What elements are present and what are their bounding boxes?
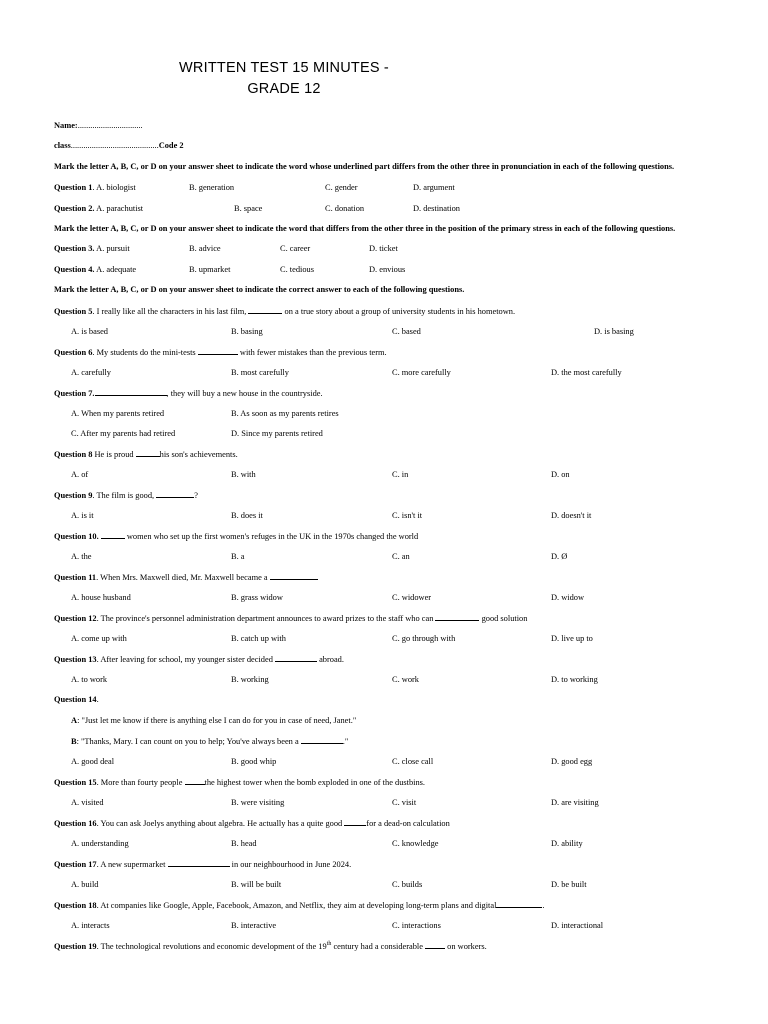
q12-option-d: D. live up to [551,634,593,643]
q14-dialogue-b [71,735,348,747]
q17-option-b: B. will be built [231,880,282,889]
q15-option-a: A. visited [71,798,104,807]
question-text: . At companies like Google, Apple, Facebook, Amazon, and Netflix, they aim at developing long-term plans and digital [96,901,497,910]
test-title [0,58,568,100]
q18-option-c: C. interactions [392,921,441,930]
q13-option-a: A. to work [71,675,108,684]
option-a: A. pursuit [96,244,130,253]
question-17 [54,858,728,870]
question-text: . The film is good, [92,491,155,500]
question-text-end: good solution [481,614,528,623]
question-text-end: on workers. [447,942,487,951]
q16-option-c: C. knowledge [392,839,439,848]
q4-option-c: C. tedious [280,265,314,274]
q1-option-c: C. gender [325,183,358,192]
answer-blank [185,776,205,785]
q7-option-b: B. As soon as my parents retires [231,409,339,418]
option-a: A. biologist [96,183,136,192]
question-text-end: . [542,901,545,910]
question-label: Question 10. [54,532,99,541]
question-16 [54,817,728,829]
q2-option-c: C. donation [325,204,365,213]
question-text: . The technological revolutions and economic development of the 19 [96,942,327,951]
answer-blank [425,940,445,949]
question-label: Question 1 [54,183,93,192]
q13-option-d: D. to working [551,675,598,684]
dialogue-line-b-end: ." [342,737,349,746]
q13-option-b: B. working [231,675,269,684]
instruction-stress: Mark the letter A, B, C, or D on your answer sheet to indicate the word that differs from the other three in the position of the primary stress in each of the following questions. [54,224,676,233]
question-label: Question 5 [54,307,93,316]
q6-option-d: D. the most carefully [551,368,622,377]
q3-option-c: C. career [280,244,311,253]
question-text-end: ? [194,491,198,500]
q17-option-a: A. build [71,880,99,889]
question-label: Question 12 [54,614,97,623]
q16-option-d: D. ability [551,839,583,848]
question-label: Question 17 [54,860,97,869]
question-text-end: women who set up the first women's refuges in the UK in the 1970s changed the world [126,532,419,541]
class-line [54,140,728,151]
title-line-1: WRITTEN TEST 15 MINUTES - [179,60,389,76]
question-13 [54,653,728,665]
q12-option-c: C. go through with [392,634,456,643]
question-label: Question 19 [54,942,97,951]
question-label: Question 8 [54,450,93,459]
question-2 [54,203,728,214]
q7-option-a: A. When my parents retired [71,409,165,418]
dialogue-line-a: : "Just let me know if there is anything else I can do for you in case of need, Janet." [77,716,357,725]
question-label: Question 9 [54,491,93,500]
question-label: Question 18 [54,901,97,910]
question-text: . I really like all the characters in his last film, [92,307,247,316]
q8-option-a: A. of [71,470,89,479]
question-text-end: for a dead-on calculation [366,819,450,828]
question-text-end: abroad. [319,655,344,664]
question-text: . More than fourty people [96,778,183,787]
speaker-a: A [71,716,78,725]
q9-option-b: B. does it [231,511,263,520]
answer-blank [270,571,318,580]
answer-blank [101,530,125,539]
question-text: . You can ask Joelys anything about algebra. He actually has a quite good [96,819,343,828]
q10-option-a: A. the [71,552,92,561]
q10-option-b: B. a [231,552,245,561]
question-9 [54,489,728,501]
question-18 [54,899,728,911]
question-text-end: his son's achievements. [159,450,238,459]
question-1: Question 1. A. biologist [54,183,136,192]
question-text: . After leaving for school, my younger sister decided [96,655,273,664]
q6-option-c: C. more carefully [392,368,451,377]
q11-option-c: C. widower [392,593,432,602]
answer-blank [301,735,343,744]
q9-option-c: C. isn't it [392,511,423,520]
question-label: Question 14 [54,695,97,704]
q5-option-a: A. is based [71,327,108,336]
question-label: Question 4. [54,265,95,274]
question-7 [54,387,728,399]
q8-option-c: C. in [392,470,409,479]
question-5 [54,305,728,317]
answer-blank [95,387,167,396]
q16-option-b: B. head [231,839,257,848]
q13-option-c: C. work [392,675,419,684]
q2-option-b: B. space [234,204,263,213]
question-text: . A new supermarket [96,860,166,869]
q5-option-b: B. basing [231,327,263,336]
q18-option-d: D. interactional [551,921,604,930]
q17-option-c: C. builds [392,880,423,889]
option-a: A. adequate [96,265,137,274]
dialogue-line-b: : "Thanks, Mary. I can count on you to help; You've always been a [76,737,299,746]
answer-blank [136,448,160,457]
q14-dialogue-a [71,715,356,726]
q11-option-d: D. widow [551,593,585,602]
q18-option-b: B. interactive [231,921,277,930]
question-text-end: , they will buy a new house in the countryside. [166,389,323,398]
instruction-correct: Mark the letter A, B, C, or D on your answer sheet to indicate the correct answer to each of the following questions. [54,285,465,294]
q1-option-b: B. generation [189,183,235,192]
q14-option-c: C. close call [392,757,434,766]
q11-option-a: A. house husband [71,593,131,602]
answer-blank [156,489,194,498]
question-label: Question 11 [54,573,97,582]
q1-option-d: D. argument [413,183,455,192]
answer-blank [198,346,238,355]
question-19 [54,940,728,952]
question-label: Question 7. [54,389,95,398]
question-6 [54,346,728,358]
ordinal-suffix: th [326,941,332,948]
question-14 [54,694,728,705]
q10-option-c: C. an [392,552,410,561]
q18-option-a: A. interacts [71,921,110,930]
option-a: A. parachutist [96,204,144,213]
question-label: Question 3. [54,244,95,253]
question-text: . When Mrs. Maxwell died, Mr. Maxwell became a [96,573,268,582]
q9-option-a: A. is it [71,511,94,520]
question-label: Question 6 [54,348,93,357]
class-label: class [54,141,71,150]
speaker-b: B [71,737,77,746]
name-dots: ............................... [77,121,143,130]
q11-option-b: B. grass widow [231,593,283,602]
q7-option-c: C. After my parents had retired [71,429,176,438]
question-12 [54,612,728,624]
q14-option-b: B. good whip [231,757,277,766]
question-8 [54,448,728,460]
q4-option-b: B. upmarket [189,265,231,274]
question-text-end: on a true story about a group of university students in his hometown. [284,307,516,316]
question-label: Question 16 [54,819,97,828]
answer-blank [496,899,545,910]
question-text-end: the highest tower when the bomb exploded in one of the dustbins. [204,778,426,787]
question-11 [54,571,728,583]
question-15 [54,776,728,788]
q5-option-d: D. is basing [594,327,634,336]
question-text: . The province's personnel administration department announces to award prizes to the staff who can [96,614,434,623]
answer-blank [435,612,479,621]
q8-option-d: D. on [551,470,570,479]
instruction-pronunciation: Mark the letter A, B, C, or D on your answer sheet to indicate the word whose underlined part differs from the other three in pronunciation in each of the following questions. [54,162,675,171]
q2-option-d: D. destination [413,204,460,213]
q3-option-b: B. advice [189,244,221,253]
q15-option-b: B. were visiting [231,798,285,807]
q6-option-a: A. carefully [71,368,111,377]
q10-option-d: D. Ø [551,552,568,561]
question-label-dot: . [96,695,99,704]
q8-option-b: B. with [231,470,256,479]
question-10 [54,530,728,542]
q14-option-a: A. good deal [71,757,115,766]
class-dots: .......................................... [70,141,159,150]
q5-option-c: C. based [392,327,421,336]
q15-option-c: C. visit [392,798,417,807]
name-label: Name: [54,121,78,130]
q14-option-d: D. good egg [551,757,593,766]
question-text-end: with fewer mistakes than the previous term. [239,348,387,357]
question-text-mid: century had a considerable [333,942,423,951]
q4-option-d: D. envious [369,265,406,274]
answer-blank [248,305,282,314]
question-text-end: in our neighbourhood in June 2024. [231,860,352,869]
question-label: Question 15 [54,778,97,787]
answer-blank [168,858,230,867]
answer-blank [275,653,317,662]
q9-option-d: D. doesn't it [551,511,592,520]
question-text: . My students do the mini-tests [92,348,196,357]
code-label: Code 2 [158,141,184,150]
question-label: Question 2. [54,204,95,213]
q16-option-a: A. understanding [71,839,129,848]
question-label: Question 13 [54,655,97,664]
q12-option-a: A. come up with [71,634,127,643]
q15-option-d: D. are visiting [551,798,599,807]
q6-option-b: B. most carefully [231,368,289,377]
answer-blank [344,817,366,826]
q17-option-d: D. be built [551,880,587,889]
q3-option-d: D. ticket [369,244,398,253]
q12-option-b: B. catch up with [231,634,286,643]
title-line-2: GRADE 12 [247,81,321,97]
q7-option-d: D. Since my parents retired [231,429,323,438]
name-line [54,120,728,131]
question-text: He is proud [92,450,134,459]
